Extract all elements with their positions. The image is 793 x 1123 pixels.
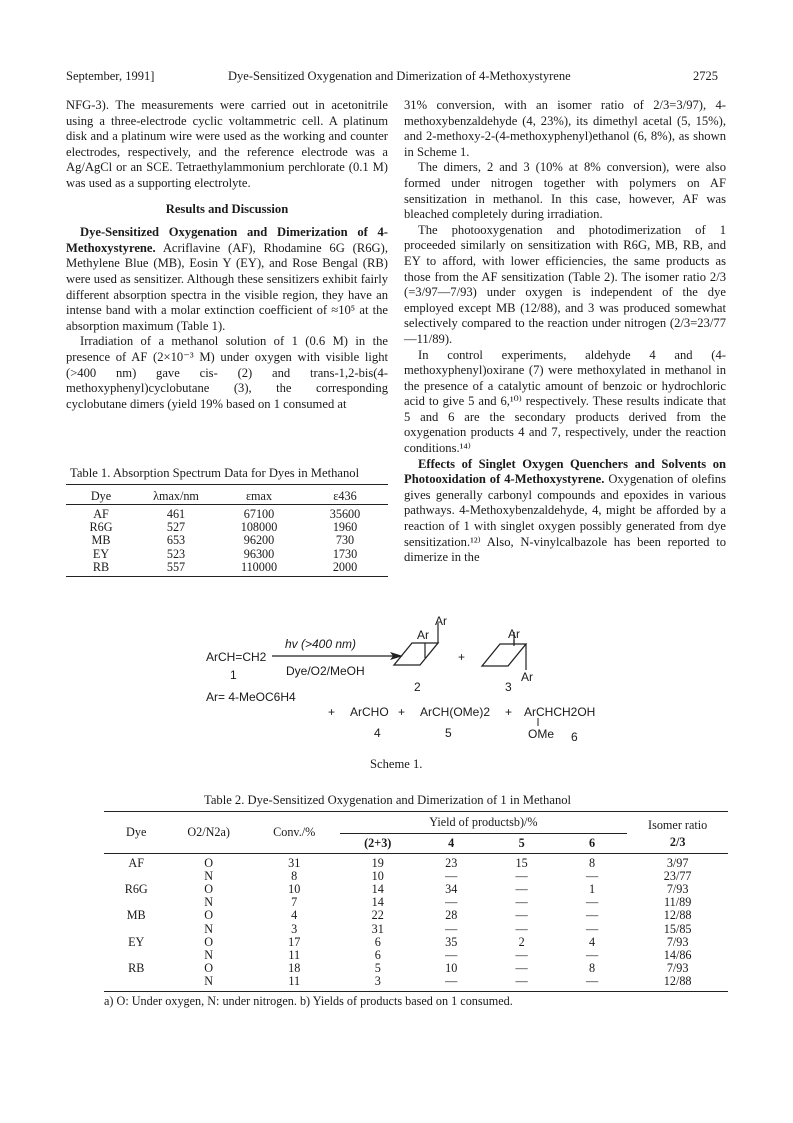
- ar-label: Ar: [521, 670, 533, 684]
- table-cell: 5: [374, 961, 381, 976]
- table-cell: 19: [371, 855, 384, 870]
- table-cell: 35600: [329, 507, 361, 521]
- table-cell: 10: [288, 881, 301, 896]
- table-cell: 35: [445, 934, 458, 949]
- table-cell: [104, 975, 168, 991]
- table-cell: —: [515, 895, 528, 910]
- column-header: Conv./%: [249, 812, 340, 854]
- table2-caption: Table 2. Dye-Sensitized Oxygenation and Dimerization of 1 in Methanol: [204, 793, 572, 807]
- paragraph-body: Oxygenation of olefins gives generally carbonyl compounds and epoxides in various pathways. 4-Methoxybenzaldehyde, 4, might be afforded by a reaction of 1 with singlet oxygen possibly generated from dye sensitization.¹²⁾ Also, N-vinylcalbazole has been reported to dimerize in the: [404, 472, 726, 565]
- substituent-bond: [535, 718, 541, 728]
- table-cell: O: [204, 961, 214, 976]
- table-row: [104, 883, 728, 896]
- table-cell: 15: [515, 855, 528, 870]
- table-cell: O: [204, 934, 214, 949]
- table-cell: N: [168, 975, 249, 991]
- table-cell: —: [557, 975, 627, 991]
- table-cell: R6G: [89, 520, 113, 535]
- table-cell: 12/88: [663, 908, 692, 923]
- column-header: Dye: [104, 812, 168, 854]
- paragraph: The dimers, 2 and 3 (10% at 8% conversion), were also formed under nitrogen together with polymers on AF sensitization in methanol. In this case, however, AF was bleached completely during irradiation.: [404, 160, 726, 222]
- column-subheader: 5: [486, 833, 556, 853]
- table-cell: —: [486, 975, 556, 991]
- column-header: O2/N2a): [168, 812, 249, 854]
- table-cell: MB: [126, 908, 146, 923]
- table-header-row: [66, 485, 388, 505]
- table2-body: [104, 853, 728, 991]
- table-cell: —: [445, 921, 458, 936]
- product-6-formula: ArCHCH2OH: [524, 705, 596, 719]
- compound-number-3: 3: [505, 680, 512, 694]
- table-cell: 653: [166, 533, 186, 548]
- table-cell: 7: [291, 895, 298, 910]
- column-subheader: (2+3): [340, 833, 416, 853]
- table-cell: 10: [445, 961, 458, 976]
- table-cell: 31: [371, 921, 384, 936]
- reactant-formula: ArCH=CH2: [206, 650, 267, 664]
- table-row: [104, 962, 728, 975]
- table1-body: [66, 505, 388, 577]
- paragraph-body: Acriflavine (AF), Rhodamine 6G (R6G), Methylene Blue (MB), Eosin Y (EY), and Rose Bengal (RB) were used as sensitizer. Although these sensitizers exhibit fairly different absorption spectra in the visible region, they have an intense band with a molar extinction coefficient of ≈10⁵ at the absorption maximum (Table 1).: [66, 240, 388, 333]
- table-cell: 527: [166, 520, 186, 535]
- plus-sign: +: [328, 705, 336, 719]
- table-cell: N: [204, 921, 214, 936]
- table-cell: 7/93: [666, 934, 689, 949]
- table-cell: 1960: [332, 520, 358, 535]
- ar-label: Ar: [417, 628, 429, 642]
- paragraph: Irradiation of a methanol solution of 1 (0.6 M) in the presence of AF (2×10⁻³ M) under oxygen with visible light (>400 nm) gave cis- (2) and trans-1,2-bis(4-methoxyphenyl)cyclobutane (3), the corresponding cyclobutane dimers (yield 19% based on 1 consumed at: [66, 334, 388, 411]
- table-cell: 4: [291, 908, 298, 923]
- table-cell: 17: [288, 934, 301, 949]
- compound-number-4: 4: [374, 726, 381, 740]
- table-cell: —: [416, 975, 486, 991]
- section-heading: Results and Discussion: [165, 201, 289, 216]
- table-cell: 3: [340, 975, 416, 991]
- page-number: 2725: [693, 69, 718, 83]
- table-cell: —: [445, 895, 458, 910]
- column-header: ε436: [302, 485, 388, 505]
- table-row: [104, 909, 728, 922]
- header-title: Dye-Sensitized Oxygenation and Dimerization of 4-Methoxystyrene: [228, 69, 571, 83]
- plus-sign: +: [398, 705, 406, 719]
- table-cell: O: [204, 908, 214, 923]
- table-cell: —: [515, 881, 528, 896]
- table-cell: 2000: [302, 561, 388, 577]
- header-date: September, 1991]: [66, 69, 155, 83]
- run-in-heading: Effects of Singlet Oxygen Quenchers and Solvents on Photooxidation of 4-Methoxystyrene.: [404, 456, 726, 487]
- table-cell: —: [515, 868, 528, 883]
- table-cell: 3: [291, 921, 298, 936]
- table-cell: AF: [128, 855, 144, 870]
- cyclobutane-trans-structure: [478, 640, 548, 690]
- table-row: [66, 505, 388, 522]
- table-cell: —: [515, 947, 528, 962]
- plus-sign: +: [458, 650, 466, 664]
- plus-sign: +: [505, 705, 513, 719]
- scheme-caption: Scheme 1.: [370, 757, 423, 771]
- column-header: Dye: [66, 485, 136, 505]
- table-cell: 7/93: [666, 961, 689, 976]
- paragraph: [404, 457, 726, 566]
- table-cell: 2: [518, 934, 525, 949]
- table-cell: —: [585, 895, 599, 910]
- table-cell: 1730: [332, 546, 358, 561]
- table-cell: 557: [136, 561, 216, 577]
- table-row: [104, 896, 728, 909]
- table-cell: MB: [91, 533, 111, 548]
- table-cell: —: [515, 908, 528, 923]
- table-cell: N: [204, 947, 214, 962]
- table-row: [66, 561, 388, 577]
- table-cell: EY: [128, 934, 145, 949]
- paragraph: The photooxygenation and photodimerization of 1 proceeded similarly on sensitization with R6G, MB, RB, and EY to afford, with lower efficiencies, the same products as those from the AF sensitization (Table 2). The isomer ratio 2/3 (=3/97—7/93) under oxygen is independent of the dye employed except MB (12/88), and 3 was produced somewhat selectively compared to the reaction under nitrogen (2/3=23/77—11/89).: [404, 222, 726, 346]
- table-cell: EY: [92, 546, 110, 561]
- table-cell: —: [445, 947, 458, 962]
- table-cell: 6: [374, 947, 381, 962]
- cyclobutane-cis-structure: [384, 620, 454, 680]
- table-cell: RB: [66, 561, 136, 577]
- table-row: [104, 975, 728, 991]
- table-cell: 11: [288, 947, 301, 962]
- table-cell: AF: [93, 507, 109, 521]
- table-cell: 18: [288, 961, 301, 976]
- table2: [104, 811, 728, 992]
- table-cell: [104, 923, 168, 936]
- table2-footnote: a) O: Under oxygen, N: under nitrogen. b) Yields of products based on 1 consumed.: [104, 994, 513, 1008]
- reaction-condition-top: hv (>400 nm): [285, 637, 357, 651]
- column-header: λmax/nm: [136, 485, 216, 505]
- column-header: εmax: [216, 485, 302, 505]
- column-header: Yield of productsb)/%: [340, 812, 628, 834]
- table-cell: 23: [445, 855, 458, 870]
- table-cell: 110000: [216, 561, 302, 577]
- reaction-arrow: [270, 650, 405, 662]
- ar-label: Ar: [508, 627, 520, 641]
- table-cell: 31: [288, 855, 301, 870]
- table-cell: 28: [445, 908, 458, 923]
- right-column: [404, 98, 726, 566]
- table-cell: 96300: [243, 546, 275, 561]
- table-row: [66, 534, 388, 547]
- table-cell: 461: [166, 507, 186, 521]
- table-cell: 14: [371, 895, 384, 910]
- table-cell: N: [204, 868, 214, 883]
- table-cell: [104, 870, 168, 883]
- table-cell: 11: [249, 975, 340, 991]
- ar-label: Ar: [435, 614, 447, 628]
- table-header-row: [104, 812, 728, 834]
- paragraph: 31% conversion, with an isomer ratio of 2/3=3/97), 4-methoxybenzaldehyde (4, 23%), its dimethyl acetal (5, 15%), and 2-methoxy-2-(4-methoxyphenyl)ethanol (6, 8%), as shown in Scheme 1.: [404, 98, 726, 159]
- table-cell: 11/89: [663, 895, 692, 910]
- table-cell: N: [204, 895, 214, 910]
- ar-definition: Ar= 4-MeOC6H4: [206, 690, 296, 704]
- table-cell: O: [204, 881, 214, 896]
- table-cell: RB: [128, 961, 145, 976]
- table-cell: —: [585, 947, 599, 962]
- table-cell: 7/93: [666, 881, 689, 896]
- table-row: [104, 949, 728, 962]
- table-cell: —: [585, 868, 599, 883]
- table-cell: 8: [589, 855, 596, 870]
- table-cell: 12/88: [627, 975, 728, 991]
- column-subheader: 6: [557, 833, 627, 853]
- table-row: [104, 923, 728, 936]
- table-cell: R6G: [124, 881, 148, 896]
- run-in-heading: Dye-Sensitized Oxygenation and Dimerization of 4-Methoxystyrene.: [66, 225, 388, 255]
- table-cell: 108000: [240, 520, 278, 535]
- substituent-bond: [510, 632, 520, 646]
- table-cell: 14: [371, 881, 384, 896]
- table-cell: 96200: [243, 533, 275, 548]
- compound-number-5: 5: [445, 726, 452, 740]
- table-cell: 15/85: [663, 921, 692, 936]
- table-cell: —: [585, 921, 599, 936]
- table-cell: 67100: [243, 507, 275, 521]
- table-row: [104, 870, 728, 883]
- column-subheader: 4: [416, 833, 486, 853]
- table-cell: O: [204, 855, 214, 870]
- compound-number-6: 6: [571, 730, 578, 744]
- table-cell: 8: [589, 961, 596, 976]
- table-cell: 34: [445, 881, 458, 896]
- table-row: [104, 936, 728, 949]
- paragraph: [66, 225, 388, 334]
- column-header: Isomer ratio: [627, 812, 728, 834]
- product-4-formula: ArCHO: [350, 705, 389, 719]
- table-cell: 1: [589, 881, 596, 896]
- table-cell: 22: [371, 908, 384, 923]
- table-cell: 6: [374, 934, 381, 949]
- table-cell: 523: [166, 546, 186, 561]
- paragraph: In control experiments, aldehyde 4 and (4-methoxyphenyl)oxirane (7) were methoxylated in methanol in the presence of a catalytic amount of benzoic or hydrochloric acid to give 5 and 6,¹⁰⁾ respectively. These results indicate that 5 and 6 are the secondary products derived from the oxygenation products 4 and 7, respectively, under the reaction conditions.¹⁴⁾: [404, 347, 726, 456]
- table-cell: 4: [589, 934, 596, 949]
- table-cell: 3/97: [666, 855, 689, 870]
- table-cell: 10: [371, 868, 384, 883]
- compound-number-1: 1: [230, 668, 237, 682]
- table1-caption: Table 1. Absorption Spectrum Data for Dyes in Methanol: [70, 466, 360, 480]
- table-row: [66, 548, 388, 561]
- table1: [66, 484, 388, 577]
- table-cell: 23/77: [663, 868, 692, 883]
- table-row: [104, 853, 728, 870]
- table-cell: —: [585, 908, 599, 923]
- paragraph: NFG-3). The measurements were carried out in acetonitrile using a three-electrode cyclic voltammetric cell. A platinum disk and a platinum wire were used as the working and counter electrodes, respectively, and the reference electrode was a Ag/AgCl or an SCE. Tetraethylammonium perchlorate (0.1 M) was used as a supporting electrolyte.: [66, 98, 388, 190]
- left-column: [66, 98, 388, 412]
- table-cell: 14/86: [663, 947, 692, 962]
- product-5-formula: ArCH(OMe)2: [420, 705, 491, 719]
- table-cell: 8: [291, 868, 298, 883]
- reaction-condition-bottom: Dye/O2/MeOH: [286, 664, 365, 678]
- table-cell: —: [515, 921, 528, 936]
- table-cell: —: [515, 961, 528, 976]
- table-cell: —: [445, 868, 458, 883]
- product-6-substituent: OMe: [528, 727, 555, 741]
- compound-number-2: 2: [414, 680, 421, 694]
- column-subheader: 2/3: [627, 833, 728, 853]
- table-cell: 730: [335, 533, 355, 548]
